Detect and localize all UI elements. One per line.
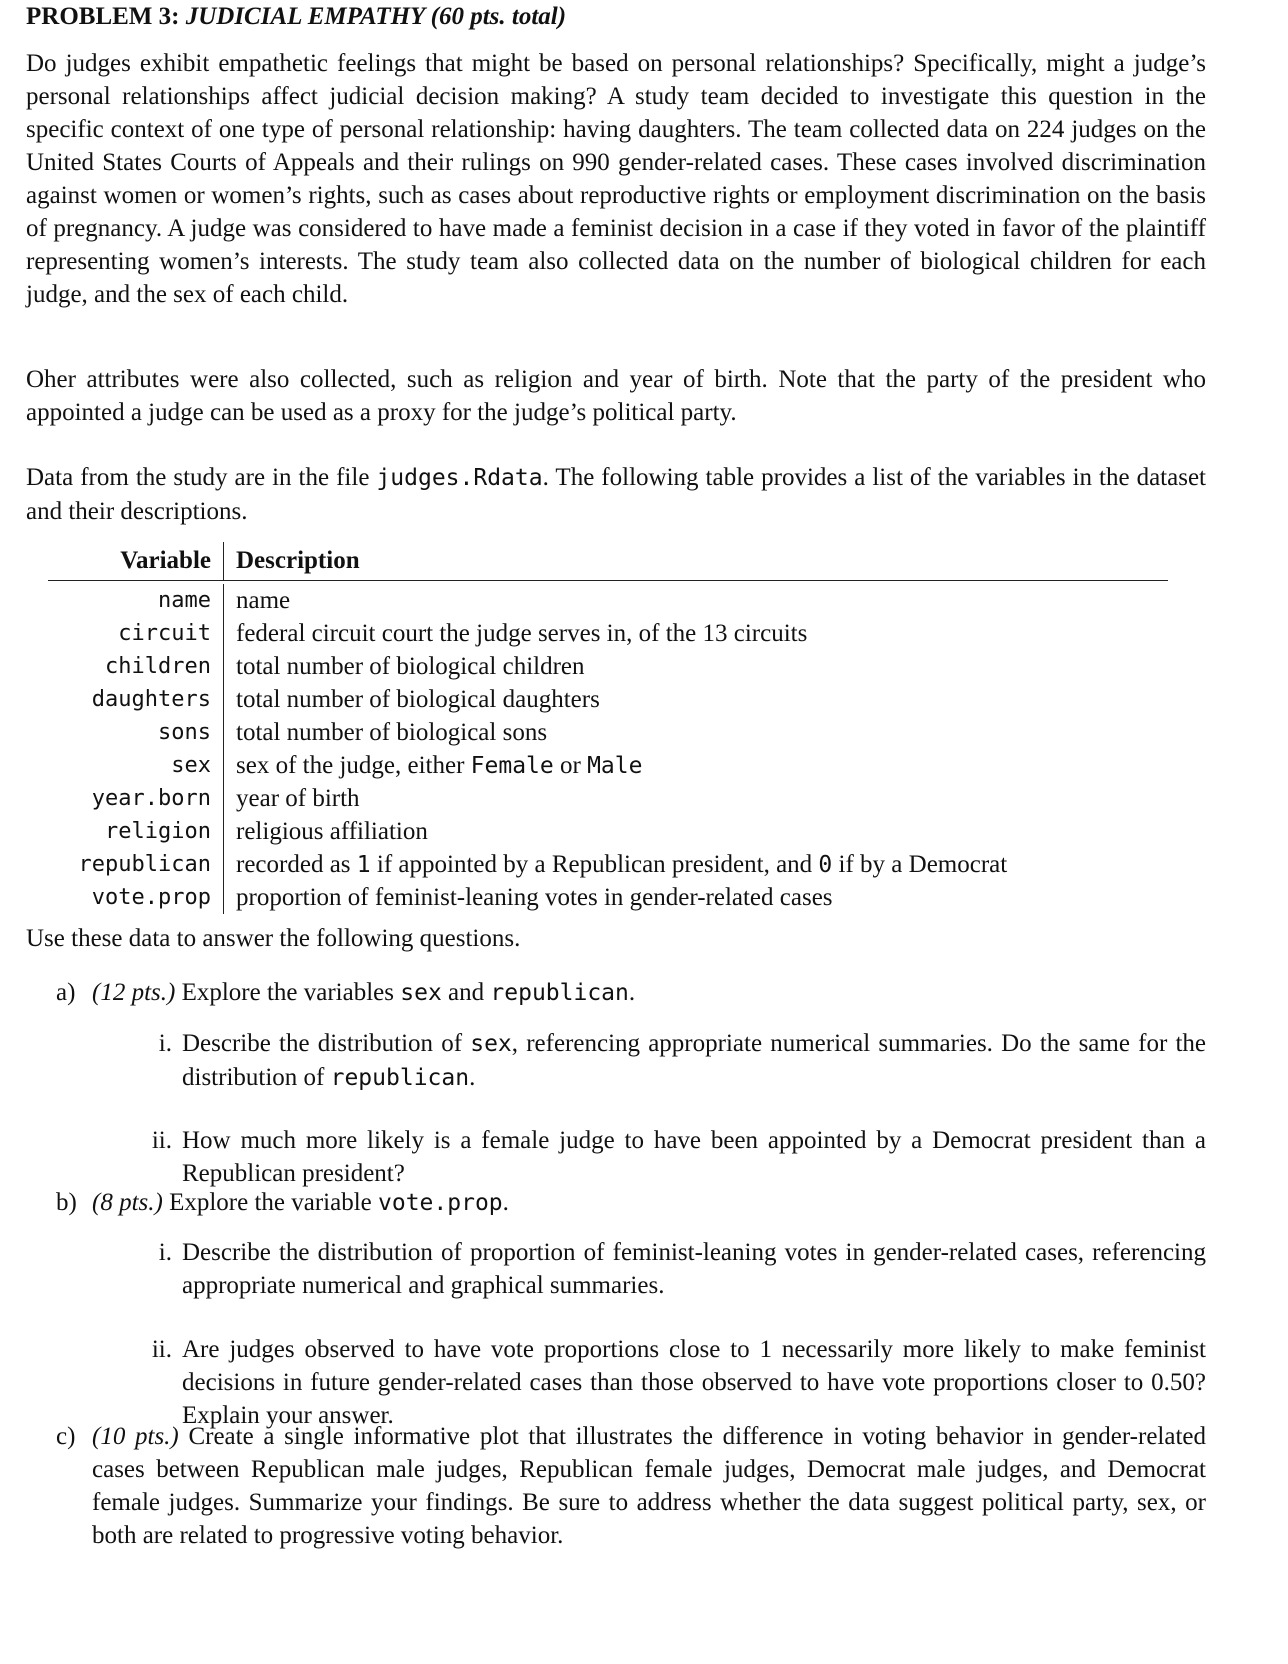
desc-code: Male xyxy=(587,752,643,779)
question-b-ii xyxy=(151,1333,1206,1432)
variable-name: sex xyxy=(48,749,224,782)
table-row xyxy=(48,650,1168,683)
table-row xyxy=(48,617,1168,650)
text: . xyxy=(628,979,636,1006)
header-description: Description xyxy=(236,547,360,574)
code: sex xyxy=(400,980,442,1006)
variable-description: total number of biological children xyxy=(236,652,585,680)
question-text xyxy=(92,1186,1206,1220)
code: republican xyxy=(490,980,629,1006)
question-a-ii xyxy=(151,1124,1206,1190)
question-a xyxy=(56,976,1206,1010)
intro-paragraph: Do judges exhibit empathetic feelings that might be based on personal relationships? Specifically, might a judge’s personal relationships affect judicial decision making? A study team decided to investigate this question in the specific context of one type of personal relationship: having daughters. The team collected data on 224 judges on the United States Courts of Appeals and their rulings on 990 gender-related cases. These cases involved discrimination against women or women’s rights, such as cases about reproductive rights or employment discrimination on the basis of pregnancy. A judge was considered to have made a feminist decision in a case if they voted in favor of the plaintiff representing women’s interests. The study team also collected data on the number of biological children for each judge, and the sex of each child. xyxy=(26,50,1206,308)
variable-description: total number of biological daughters xyxy=(236,685,600,713)
variable-description: proportion of feminist-leaning votes in gender-related cases xyxy=(236,883,833,911)
variable-table-header xyxy=(48,542,1168,581)
data-file-paragraph xyxy=(26,461,1206,528)
table-row xyxy=(48,881,1168,914)
variable-name: year.born xyxy=(48,782,224,815)
subquestion-label: ii. xyxy=(151,1127,172,1154)
variable-description xyxy=(224,851,1007,879)
text: . xyxy=(502,1189,509,1216)
variable-description: religious affiliation xyxy=(236,817,428,845)
desc-text: if by a Democrat xyxy=(832,850,1008,878)
problem-title xyxy=(26,0,1206,36)
header-variable: Variable xyxy=(48,542,224,580)
desc-text: or xyxy=(553,751,588,779)
table-row xyxy=(48,683,1168,716)
desc-code: 1 xyxy=(356,851,371,878)
text: Are judges observed to have vote proportions close to 1 necessarily more likely to make feminist decisions in future gender-related cases than those observed to have vote proportions closer to 0.50? Explain your answer. xyxy=(182,1336,1206,1429)
code: republican xyxy=(330,1065,470,1091)
text: How much more likely is a female judge to have been appointed by a Democrat president than a Republican president? xyxy=(182,1127,1206,1187)
variable-description: total number of biological sons xyxy=(236,718,548,746)
table-row xyxy=(48,815,1168,848)
variable-name: daughters xyxy=(48,683,224,716)
problem-title-prefix: PROBLEM 3: xyxy=(26,3,186,30)
text: Describe the distribution of xyxy=(182,1030,471,1057)
question-a-i xyxy=(158,1027,1206,1095)
subquestion-label: i. xyxy=(158,1239,172,1266)
question-b xyxy=(56,1186,1206,1220)
question-label: c) xyxy=(56,1423,76,1450)
desc-text: if appointed by a Republican president, and xyxy=(370,850,819,878)
variable-name: vote.prop xyxy=(48,881,224,914)
text: and xyxy=(441,979,491,1006)
variable-name: sons xyxy=(48,716,224,749)
desc-text: sex of the judge, either xyxy=(236,751,471,779)
desc-code: Female xyxy=(470,752,554,779)
text: Explore the variables xyxy=(175,979,401,1006)
points-label: (10 pts.) xyxy=(92,1423,179,1450)
variable-description: year of birth xyxy=(236,784,360,812)
variable-table xyxy=(48,542,1168,914)
question-text xyxy=(92,1420,1206,1552)
points-label: (12 pts.) xyxy=(92,979,176,1006)
instructions-text: Use these data to answer the following questions. xyxy=(26,925,521,952)
variable-description xyxy=(224,752,642,780)
table-row xyxy=(48,848,1168,881)
desc-code: 0 xyxy=(818,851,833,878)
variable-name: circuit xyxy=(48,617,224,650)
attributes-paragraph: Oher attributes were also collected, such as religion and year of birth. Note that the party of the president who appointed a judge can be used as a proxy for the judge’s political party. xyxy=(26,366,1206,426)
table-row xyxy=(48,782,1168,815)
subquestion-label: i. xyxy=(158,1030,172,1057)
text: , referencing appropriate numerical summaries. Do the same for the distribution of xyxy=(182,1030,1206,1091)
data-file-text-after: . The following table provides a list of the variables in the dataset and their descriptions. xyxy=(26,464,1206,525)
variable-name: religion xyxy=(48,815,224,848)
question-b-i xyxy=(158,1236,1206,1302)
table-row xyxy=(48,581,1168,617)
text: Explore the variable xyxy=(162,1189,379,1216)
code: sex xyxy=(470,1031,512,1057)
text: Describe the distribution of proportion of feminist-leaning votes in gender-related cases, referencing appropriate numerical and graphical summaries. xyxy=(182,1239,1206,1299)
subquestion-label: ii. xyxy=(151,1336,172,1363)
question-label: b) xyxy=(56,1189,77,1216)
text: Create a single informative plot that illustrates the difference in voting behavior in gender-related cases between Republican male judges, Republican female judges, Democrat male judges, and Democrat female judges. Summarize your findings. Be sure to address whether the data suggest political party, sex, or both are related to progressive voting behavior. xyxy=(92,1423,1207,1549)
data-file-name: judges.Rdata xyxy=(376,465,543,491)
variable-name: children xyxy=(48,650,224,683)
question-c xyxy=(56,1420,1206,1552)
problem-title-italic: JUDICIAL EMPATHY (60 pts. total) xyxy=(185,3,567,30)
data-file-text-before: Data from the study are in the file xyxy=(26,464,377,491)
variable-name: republican xyxy=(48,848,224,881)
points-label: (8 pts.) xyxy=(92,1189,163,1216)
variable-name: name xyxy=(48,584,224,617)
code: vote.prop xyxy=(378,1190,503,1216)
desc-text: recorded as xyxy=(236,850,357,878)
variable-description: name xyxy=(236,586,291,614)
question-text xyxy=(92,976,1206,1010)
text: . xyxy=(469,1064,476,1091)
question-label: a) xyxy=(56,979,76,1006)
table-row xyxy=(48,749,1168,782)
problem-page xyxy=(26,0,1207,1549)
table-row xyxy=(48,716,1168,749)
variable-description: federal circuit court the judge serves in, of the 13 circuits xyxy=(236,619,808,647)
